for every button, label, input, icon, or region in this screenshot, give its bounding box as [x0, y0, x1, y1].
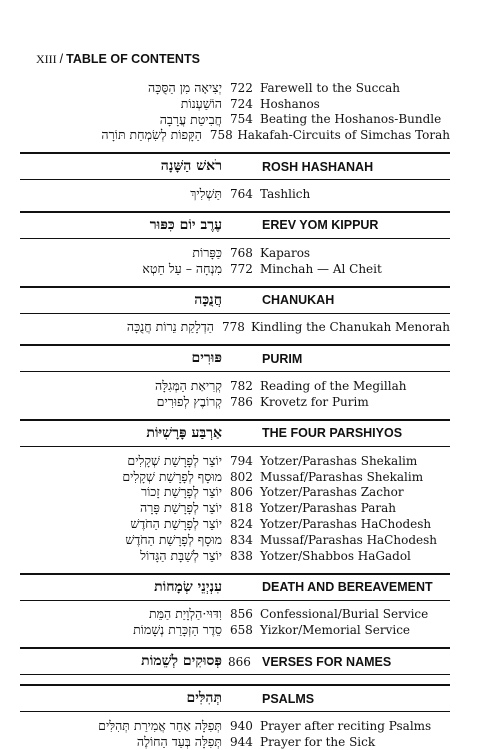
entry-hebrew-title: חֲבִיטַת עֲרָבָה — [159, 111, 222, 127]
entry-hebrew-title: הוֹשַׁעְנוֹת — [180, 95, 222, 111]
header-separator: / — [59, 52, 64, 66]
entry-hebrew-title: יוֹצֵר לְשַׁבָּת הַגָּדוֹל — [140, 547, 222, 563]
toc-entry[interactable] — [20, 394, 450, 410]
entry-page-number: 944 — [230, 734, 253, 749]
section-title: VERSES FOR NAMES — [262, 654, 392, 669]
section-title: THE FOUR PARSHIYOS — [262, 426, 403, 441]
entry-hebrew-title: הַדְלָקַת נֵרוֹת חֲנֻכָּה — [126, 319, 214, 335]
section-heading[interactable] — [20, 344, 450, 372]
page-number: XIII — [36, 52, 57, 66]
entry-hebrew-title: תַּשְׁלִיךְ — [190, 186, 222, 202]
entry-page-number: 764 — [230, 187, 253, 202]
entry-title: Yizkor/Memorial Service — [260, 623, 411, 638]
toc-entry[interactable] — [20, 607, 450, 623]
toc-entry[interactable] — [20, 485, 450, 501]
entry-page-number: 802 — [230, 469, 253, 484]
entry-page-number: 824 — [230, 517, 253, 532]
table-of-contents — [20, 80, 450, 750]
entry-page-number: 786 — [230, 395, 253, 410]
section-heading[interactable] — [20, 419, 450, 447]
entry-hebrew-title: קְרוֹבֶץ לְפוּרִים — [156, 394, 222, 410]
entry-hebrew-title: תְּפִלָּה בְּעַד הַחוֹלֶה — [136, 733, 222, 749]
entry-hebrew-title: יְצִיאָה מִן הַסֻּכָּה — [148, 79, 222, 95]
page-header — [36, 52, 200, 67]
section-heading[interactable] — [20, 152, 450, 180]
section-hebrew-title: פְּסוּקִים לְשֵׁמוֹת — [141, 653, 222, 670]
section-title: CHANUKAH — [262, 293, 335, 308]
toc-section — [20, 344, 450, 410]
toc-entry[interactable] — [20, 469, 450, 485]
toc-entry[interactable] — [20, 453, 450, 469]
section-heading[interactable] — [20, 286, 450, 314]
toc-entry[interactable] — [20, 96, 450, 112]
entry-page-number: 724 — [230, 96, 253, 111]
section-title: PURIM — [262, 351, 303, 366]
toc-entry[interactable] — [20, 112, 450, 128]
entry-hebrew-title: וִדּוּי·הַלְוָיַת הַמֵּת — [149, 606, 222, 622]
entry-hebrew-title: מִנְחָה – עַל חֵטְא — [142, 260, 222, 276]
section-hebrew-title: עִנְיְנֵי שְׂמָחוֹת — [154, 578, 222, 595]
toc-section — [20, 211, 450, 277]
toc-entry[interactable] — [20, 500, 450, 516]
section-title: EREV YOM KIPPUR — [262, 218, 379, 233]
toc-entry[interactable] — [20, 186, 450, 202]
toc-section — [20, 286, 450, 336]
toc-section — [20, 419, 450, 564]
section-title: PSALMS — [262, 691, 315, 706]
toc-sections — [20, 152, 450, 750]
toc-section — [20, 152, 450, 202]
section-hebrew-title: פּוּרִים — [191, 350, 222, 367]
entry-title: Mussaf/Parashas HaChodesh — [260, 532, 437, 547]
section-page-number: 866 — [228, 654, 251, 669]
section-heading[interactable] — [20, 684, 450, 712]
section-hebrew-title: תְּהִלִּים — [186, 690, 222, 707]
toc-entry[interactable] — [20, 127, 450, 143]
entry-page-number: 806 — [230, 485, 253, 500]
entry-title: Mussaf/Parashas Shekalim — [260, 469, 424, 484]
entry-page-number: 772 — [230, 261, 253, 276]
entry-page-number: 722 — [230, 80, 253, 95]
entry-hebrew-title: סֵדֶר הַזְכָּרַת נְשָׁמוֹת — [133, 622, 222, 638]
entry-title: Hakafah-Circuits of Simchas Torah — [237, 128, 450, 143]
entry-hebrew-title: תְּפִלָּה אַחַר אֲמִירַת תְּהִלִּים — [98, 718, 222, 734]
entry-title: Yotzer/Parashas Shekalim — [260, 453, 418, 468]
page-title: TABLE OF CONTENTS — [66, 52, 200, 66]
toc-entry[interactable] — [20, 548, 450, 564]
toc-entry[interactable] — [20, 718, 450, 734]
entry-title: Hoshanos — [260, 96, 320, 111]
section-hebrew-title: חֲנֻכָּה — [194, 291, 222, 308]
entry-title: Yotzer/Parashas Zachor — [260, 485, 404, 500]
entry-title: Yotzer/Shabbos HaGadol — [260, 548, 411, 563]
entry-title: Beating the Hoshanos-Bundle — [260, 112, 442, 127]
entry-title: Kaparos — [260, 245, 311, 260]
entry-hebrew-title: הַקָּפוֹת לְשִׂמְחַת תּוֹרָה — [101, 127, 202, 143]
section-heading[interactable] — [20, 647, 450, 675]
entry-page-number: 856 — [230, 607, 253, 622]
section-hebrew-title: רֹאשׁ הַשָּׁנָה — [160, 158, 222, 175]
entry-title: Minchah — Al Cheit — [260, 261, 382, 276]
entry-page-number: 834 — [230, 532, 253, 547]
toc-entry[interactable] — [20, 516, 450, 532]
entry-page-number: 782 — [230, 379, 253, 394]
entry-hebrew-title: יוֹצֵר לְפָרָשַׁת זָכוֹר — [140, 484, 222, 500]
entry-title: Reading of the Megillah — [260, 379, 407, 394]
entry-page-number: 754 — [230, 112, 253, 127]
entry-title: Yotzer/Parashas HaChodesh — [260, 517, 432, 532]
entry-title: Prayer after reciting Psalms — [260, 719, 432, 734]
entry-title: Yotzer/Parashas Parah — [260, 501, 397, 516]
section-heading[interactable] — [20, 211, 450, 239]
entry-hebrew-title: מוּסָף לְפָרָשַׁת שְׁקָלִים — [122, 468, 222, 484]
entry-page-number: 794 — [230, 453, 253, 468]
entry-hebrew-title: מוּסָף לְפָרָשַׁת הַחֹדֶשׁ — [125, 531, 222, 547]
entry-page-number: 838 — [230, 548, 253, 563]
entry-title: Kindling the Chanukah Menorah — [250, 320, 450, 335]
entry-page-number: 768 — [230, 245, 253, 260]
toc-entry[interactable] — [20, 261, 450, 277]
entry-hebrew-title: יוֹצֵר לְפָרָשַׁת הַחֹדֶשׁ — [130, 516, 222, 532]
toc-entry[interactable] — [20, 80, 450, 96]
section-title: ROSH HASHANAH — [262, 159, 374, 174]
section-hebrew-title: עֶרֶב יוֹם כִּפּוּר — [149, 216, 222, 233]
toc-entry[interactable] — [20, 245, 450, 261]
entry-page-number: 658 — [230, 623, 253, 638]
section-heading[interactable] — [20, 573, 450, 601]
entry-title: Farewell to the Succah — [260, 80, 400, 95]
entry-hebrew-title: יוֹצֵר לְפָרָשַׁת פָּרָה — [139, 500, 222, 516]
entry-hebrew-title: יוֹצֵר לְפָרָשַׁת שְׁקָלִים — [127, 452, 222, 468]
toc-entry[interactable] — [20, 622, 450, 638]
entry-page-number: 818 — [230, 501, 253, 516]
entry-title: Confessional/Burial Service — [260, 607, 429, 622]
toc-entry[interactable] — [20, 378, 450, 394]
section-title: DEATH AND BEREAVEMENT — [262, 580, 433, 595]
toc-entry[interactable] — [20, 532, 450, 548]
toc-section — [20, 647, 450, 675]
lead-entries — [20, 80, 450, 143]
entry-hebrew-title: קְרִיאַת הַמְּגִלָּה — [155, 378, 222, 394]
section-hebrew-title: אַרְבַּע פָּרָשִׁיּוֹת — [146, 424, 222, 441]
toc-entry[interactable] — [20, 320, 450, 336]
toc-entry[interactable] — [20, 734, 450, 750]
entry-title: Tashlich — [260, 187, 311, 202]
entry-title: Prayer for the Sick — [260, 734, 376, 749]
entry-hebrew-title: כַּפָּרוֹת — [192, 244, 222, 260]
entry-page-number: 940 — [230, 719, 253, 734]
toc-section — [20, 573, 450, 639]
entry-title: Krovetz for Purim — [260, 395, 369, 410]
toc-section — [20, 684, 450, 750]
entry-page-number: 778 — [222, 320, 245, 335]
entry-page-number: 758 — [209, 128, 233, 143]
